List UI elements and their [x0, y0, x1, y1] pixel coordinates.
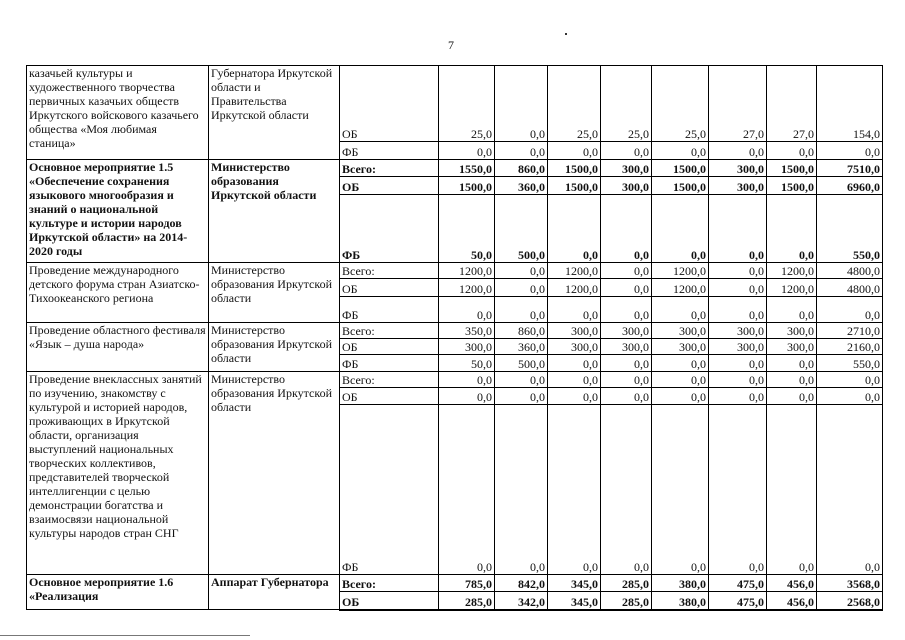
table-row	[27, 575, 883, 592]
responsible-executor: Аппарат Губернатора	[209, 575, 340, 610]
funding-source: ОБ	[340, 177, 439, 195]
funding-amount: 0,0	[495, 142, 548, 160]
funding-amount: 300,0	[601, 323, 652, 339]
funding-source: ФБ	[340, 195, 439, 263]
funding-amount: 285,0	[601, 592, 652, 610]
funding-amount: 0,0	[495, 279, 548, 297]
funding-amount: 0,0	[548, 142, 601, 160]
funding-amount: 0,0	[652, 142, 709, 160]
funding-amount: 1200,0	[652, 279, 709, 297]
funding-amount: 380,0	[652, 575, 709, 592]
funding-amount: 1500,0	[652, 177, 709, 195]
funding-amount: 0,0	[495, 388, 548, 405]
funding-source: ОБ	[340, 592, 439, 610]
funding-amount: 0,0	[601, 263, 652, 279]
funding-amount: 0,0	[439, 405, 495, 575]
responsible-executor: Министерство образования Иркутской области	[209, 323, 340, 372]
funding-amount: 360,0	[495, 177, 548, 195]
funding-amount: 0,0	[709, 195, 767, 263]
funding-amount: 50,0	[439, 195, 495, 263]
funding-total: 550,0	[817, 195, 883, 263]
funding-amount: 0,0	[652, 297, 709, 323]
funding-amount: 27,0	[709, 66, 767, 142]
funding-amount: 0,0	[495, 405, 548, 575]
funding-amount: 0,0	[652, 405, 709, 575]
funding-amount: 1200,0	[439, 279, 495, 297]
table-row	[27, 263, 883, 279]
funding-amount: 0,0	[767, 195, 817, 263]
page-number: 7	[448, 38, 454, 52]
funding-amount: 0,0	[709, 388, 767, 405]
table-row	[27, 66, 883, 142]
funding-amount: 842,0	[495, 575, 548, 592]
funding-amount: 0,0	[601, 297, 652, 323]
funding-amount: 0,0	[548, 195, 601, 263]
funding-amount: 1200,0	[767, 263, 817, 279]
funding-amount: 0,0	[767, 297, 817, 323]
funding-amount: 785,0	[439, 575, 495, 592]
funding-amount: 1200,0	[439, 263, 495, 279]
funding-amount: 1500,0	[652, 160, 709, 177]
budget-table	[26, 65, 883, 611]
funding-source: Всего:	[340, 575, 439, 592]
table-row	[27, 372, 883, 388]
funding-amount: 25,0	[601, 66, 652, 142]
funding-amount: 0,0	[709, 405, 767, 575]
funding-amount: 0,0	[548, 355, 601, 372]
responsible-executor: Министерство образования Иркутской области	[209, 372, 340, 575]
funding-amount: 1500,0	[548, 160, 601, 177]
funding-source: ОБ	[340, 388, 439, 405]
funding-amount: 0,0	[439, 372, 495, 388]
funding-amount: 27,0	[767, 66, 817, 142]
funding-source: ОБ	[340, 279, 439, 297]
funding-amount: 0,0	[767, 355, 817, 372]
funding-total: 0,0	[817, 388, 883, 405]
funding-source: Всего:	[340, 372, 439, 388]
funding-amount: 500,0	[495, 195, 548, 263]
funding-amount: 300,0	[709, 160, 767, 177]
funding-amount: 350,0	[439, 323, 495, 339]
funding-source: ОБ	[340, 66, 439, 142]
activity-description: Проведение областного фестиваля «Язык – душа народа»	[27, 323, 209, 372]
funding-amount: 25,0	[652, 66, 709, 142]
funding-amount: 300,0	[709, 323, 767, 339]
table-row	[27, 323, 883, 339]
funding-amount: 0,0	[652, 372, 709, 388]
funding-amount: 0,0	[767, 142, 817, 160]
funding-amount: 0,0	[548, 388, 601, 405]
funding-amount: 0,0	[601, 405, 652, 575]
funding-amount: 0,0	[548, 405, 601, 575]
funding-amount: 0,0	[601, 388, 652, 405]
funding-total: 4800,0	[817, 279, 883, 297]
funding-amount: 0,0	[548, 372, 601, 388]
funding-amount: 500,0	[495, 355, 548, 372]
funding-amount: 0,0	[709, 297, 767, 323]
funding-source: Всего:	[340, 160, 439, 177]
funding-source: Всего:	[340, 263, 439, 279]
funding-source: ФБ	[340, 405, 439, 575]
funding-amount: 475,0	[709, 575, 767, 592]
funding-amount: 285,0	[439, 592, 495, 610]
funding-amount: 50,0	[439, 355, 495, 372]
funding-total: 0,0	[817, 372, 883, 388]
funding-total: 0,0	[817, 142, 883, 160]
budget-table-body	[27, 66, 883, 610]
funding-total: 154,0	[817, 66, 883, 142]
funding-amount: 342,0	[495, 592, 548, 610]
funding-amount: 1500,0	[767, 177, 817, 195]
funding-amount: 1200,0	[548, 279, 601, 297]
funding-amount: 0,0	[601, 279, 652, 297]
funding-total: 2568,0	[817, 592, 883, 610]
funding-total: 3568,0	[817, 575, 883, 592]
funding-amount: 300,0	[601, 177, 652, 195]
funding-source: Всего:	[340, 323, 439, 339]
funding-amount: 1200,0	[548, 263, 601, 279]
funding-amount: 300,0	[767, 339, 817, 355]
funding-amount: 456,0	[767, 592, 817, 610]
funding-amount: 0,0	[495, 66, 548, 142]
activity-description: Основное мероприятие 1.5 «Обеспечение сохранения языкового многообразия и знаний о национальной культуре и истории народов Иркутской области» на 2014-2020 годы	[27, 160, 209, 263]
funding-total: 2710,0	[817, 323, 883, 339]
funding-amount: 0,0	[495, 263, 548, 279]
responsible-executor: Министерство образования Иркутской области	[209, 263, 340, 323]
funding-amount: 0,0	[767, 405, 817, 575]
funding-source: ФБ	[340, 297, 439, 323]
funding-amount: 0,0	[439, 388, 495, 405]
funding-amount: 300,0	[709, 177, 767, 195]
funding-amount: 300,0	[601, 160, 652, 177]
funding-amount: 1550,0	[439, 160, 495, 177]
funding-amount: 860,0	[495, 160, 548, 177]
funding-amount: 0,0	[439, 142, 495, 160]
funding-amount: 0,0	[495, 297, 548, 323]
funding-amount: 300,0	[548, 323, 601, 339]
responsible-executor: Министерство образования Иркутской области	[209, 160, 340, 263]
funding-amount: 0,0	[709, 263, 767, 279]
funding-amount: 300,0	[439, 339, 495, 355]
funding-amount: 300,0	[652, 339, 709, 355]
funding-amount: 0,0	[652, 195, 709, 263]
funding-total: 4800,0	[817, 263, 883, 279]
funding-amount: 0,0	[601, 355, 652, 372]
funding-amount: 0,0	[767, 372, 817, 388]
funding-amount: 0,0	[495, 372, 548, 388]
funding-total: 0,0	[817, 405, 883, 575]
funding-amount: 0,0	[709, 279, 767, 297]
funding-source: ОБ	[340, 339, 439, 355]
funding-amount: 360,0	[495, 339, 548, 355]
funding-amount: 300,0	[601, 339, 652, 355]
funding-amount: 285,0	[601, 575, 652, 592]
funding-amount: 0,0	[652, 388, 709, 405]
funding-amount: 0,0	[652, 355, 709, 372]
funding-amount: 300,0	[709, 339, 767, 355]
table-row	[27, 160, 883, 177]
funding-amount: 0,0	[767, 388, 817, 405]
funding-total: 2160,0	[817, 339, 883, 355]
funding-amount: 1500,0	[439, 177, 495, 195]
funding-amount: 0,0	[601, 372, 652, 388]
funding-amount: 1500,0	[767, 160, 817, 177]
activity-description: Проведение внеклассных занятий по изучению, знакомству с культурой и историей народов, проживающих в Иркутской области, организация выступлений национальных творческих коллективов, представителей творческой интеллигенции с целью демонстрации богатства и взаимосвязи национальной культуры народов стран СНГ	[27, 372, 209, 575]
funding-amount: 456,0	[767, 575, 817, 592]
funding-amount: 0,0	[709, 372, 767, 388]
funding-amount: 300,0	[652, 323, 709, 339]
activity-description: Проведение международного детского форума стран Азиатско-Тихоокеанского региона	[27, 263, 209, 323]
funding-amount: 380,0	[652, 592, 709, 610]
funding-amount: 1500,0	[548, 177, 601, 195]
funding-source: ФБ	[340, 142, 439, 160]
funding-source: ФБ	[340, 355, 439, 372]
funding-total: 7510,0	[817, 160, 883, 177]
funding-amount: 0,0	[601, 142, 652, 160]
funding-amount: 0,0	[709, 142, 767, 160]
funding-amount: 475,0	[709, 592, 767, 610]
responsible-executor: Губернатора Иркутской области и Правительства Иркутской области	[209, 66, 340, 160]
funding-amount: 300,0	[548, 339, 601, 355]
funding-total: 0,0	[817, 297, 883, 323]
funding-amount: 860,0	[495, 323, 548, 339]
funding-amount: 345,0	[548, 575, 601, 592]
activity-description: Основное мероприятие 1.6 «Реализация	[27, 575, 209, 610]
funding-amount: 0,0	[601, 195, 652, 263]
scan-speck	[565, 33, 567, 35]
funding-amount: 345,0	[548, 592, 601, 610]
funding-amount: 1200,0	[652, 263, 709, 279]
footer-rule	[0, 635, 250, 636]
funding-total: 6960,0	[817, 177, 883, 195]
funding-amount: 300,0	[767, 323, 817, 339]
activity-description: казачьей культуры и художественного творчества первичных казачьих обществ Иркутского войскового казачьего общества «Моя любимая станица»	[27, 66, 209, 160]
funding-amount: 25,0	[439, 66, 495, 142]
funding-amount: 1200,0	[767, 279, 817, 297]
funding-amount: 25,0	[548, 66, 601, 142]
funding-amount: 0,0	[709, 355, 767, 372]
funding-amount: 0,0	[439, 297, 495, 323]
funding-amount: 0,0	[548, 297, 601, 323]
funding-total: 550,0	[817, 355, 883, 372]
